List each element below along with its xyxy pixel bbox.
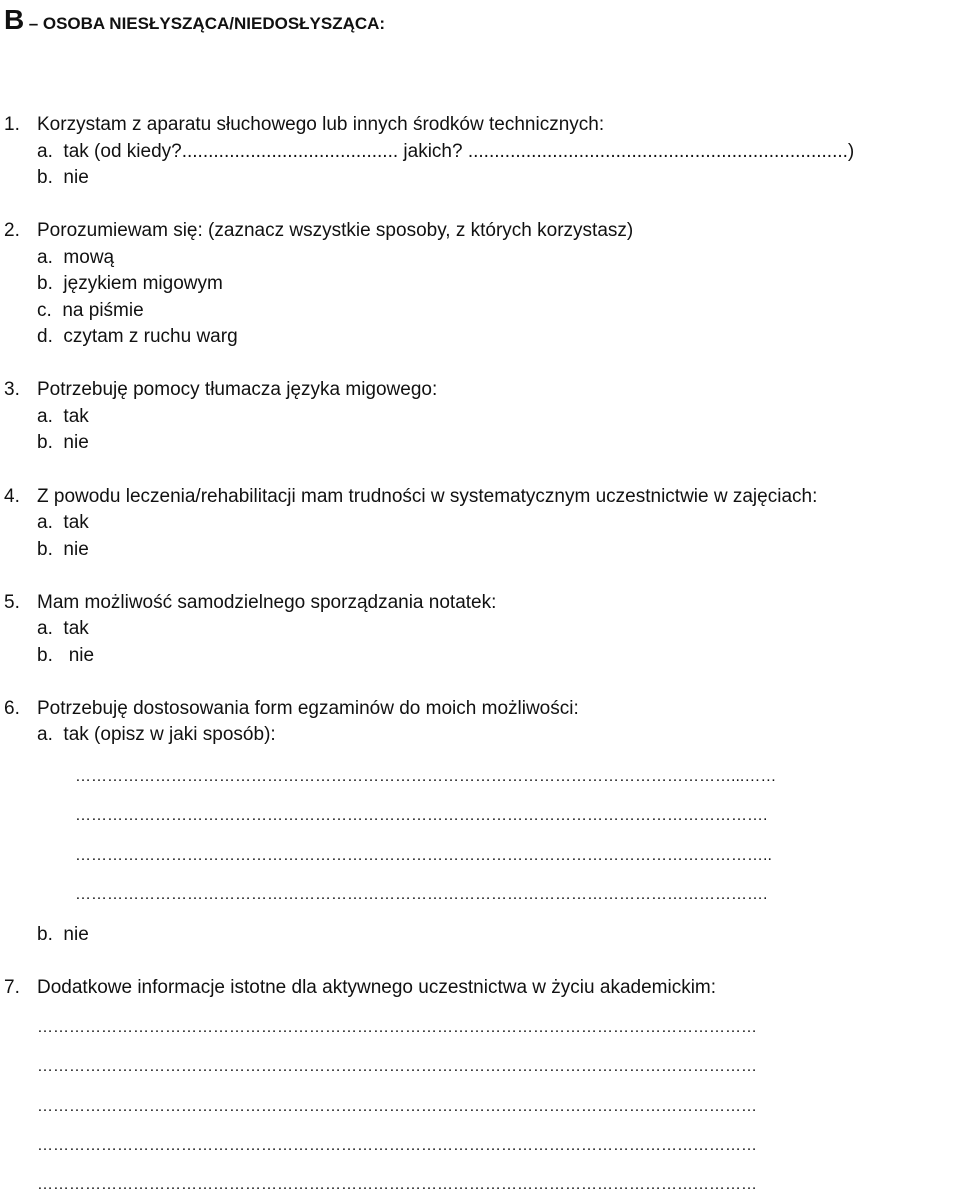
question-2-text: Porozumiewam się: (zaznacz wszystkie sposoby, z których korzystasz) [37, 220, 634, 241]
question-4-text: Z powodu leczenia/rehabilitacji mam trudności w systematycznym uczestnictwie w zajęciach: [37, 486, 818, 507]
q1-option-a: a. tak (od kiedy?......................................... jakich? ........................................................................) [37, 141, 855, 162]
q6-answer-line-2[interactable]: …………………………………………………………………………………………………………………. [75, 807, 768, 824]
question-3-text: Potrzebuję pomocy tłumacza języka migowego: [37, 379, 438, 400]
question-1-text: Korzystam z aparatu słuchowego lub innych środków technicznych: [37, 114, 605, 135]
q5-option-b: b. nie [37, 645, 95, 666]
question-5-text: Mam możliwość samodzielnego sporządzania notatek: [37, 592, 497, 613]
q4-option-a: a. tak [37, 512, 89, 533]
q6-answer-line-4[interactable]: …………………………………………………………………………………………………………………. [75, 886, 768, 903]
q7-answer-line-4[interactable]: ……………………………………………………………………………………………………………………… [37, 1137, 757, 1154]
q2-option-d: d. czytam z ruchu warg [37, 326, 238, 347]
q6-answer-line-1[interactable]: ……………………………………………………………………………………………………………...…… [75, 768, 777, 785]
q2-option-c: c. na piśmie [37, 300, 144, 321]
q2-option-a: a. mową [37, 247, 115, 268]
section-letter: B [4, 4, 25, 35]
question-6-text: Potrzebuję dostosowania form egzaminów do moich możliwości: [37, 698, 579, 719]
q6-option-b: b. nie [37, 924, 89, 945]
q6-answer-line-3[interactable]: ………………………………………………………………………………………………………………….. [75, 847, 772, 864]
q3-option-b: b. nie [37, 432, 89, 453]
q2-option-b: b. językiem migowym [37, 273, 223, 294]
q1-option-b: b. nie [37, 167, 89, 188]
q5-option-a: a. tak [37, 618, 89, 639]
q6-option-a: a. tak (opisz w jaki sposób): [37, 724, 276, 745]
q7-answer-line-5[interactable]: ……………………………………………………………………………………………………………………… [37, 1176, 757, 1193]
q7-answer-line-2[interactable]: ……………………………………………………………………………………………………………………… [37, 1058, 757, 1075]
question-7-text: Dodatkowe informacje istotne dla aktywnego uczestnictwa w życiu akademickim: [37, 977, 717, 998]
q3-option-a: a. tak [37, 406, 89, 427]
section-heading: – OSOBA NIESŁYSZĄCA/NIEDOSŁYSZĄCA: [28, 14, 386, 33]
q4-option-b: b. nie [37, 539, 89, 560]
q7-answer-line-3[interactable]: ……………………………………………………………………………………………………………………… [37, 1098, 757, 1115]
q7-answer-line-1[interactable]: ……………………………………………………………………………………………………………………… [37, 1019, 757, 1036]
section-title [4, 4, 385, 36]
